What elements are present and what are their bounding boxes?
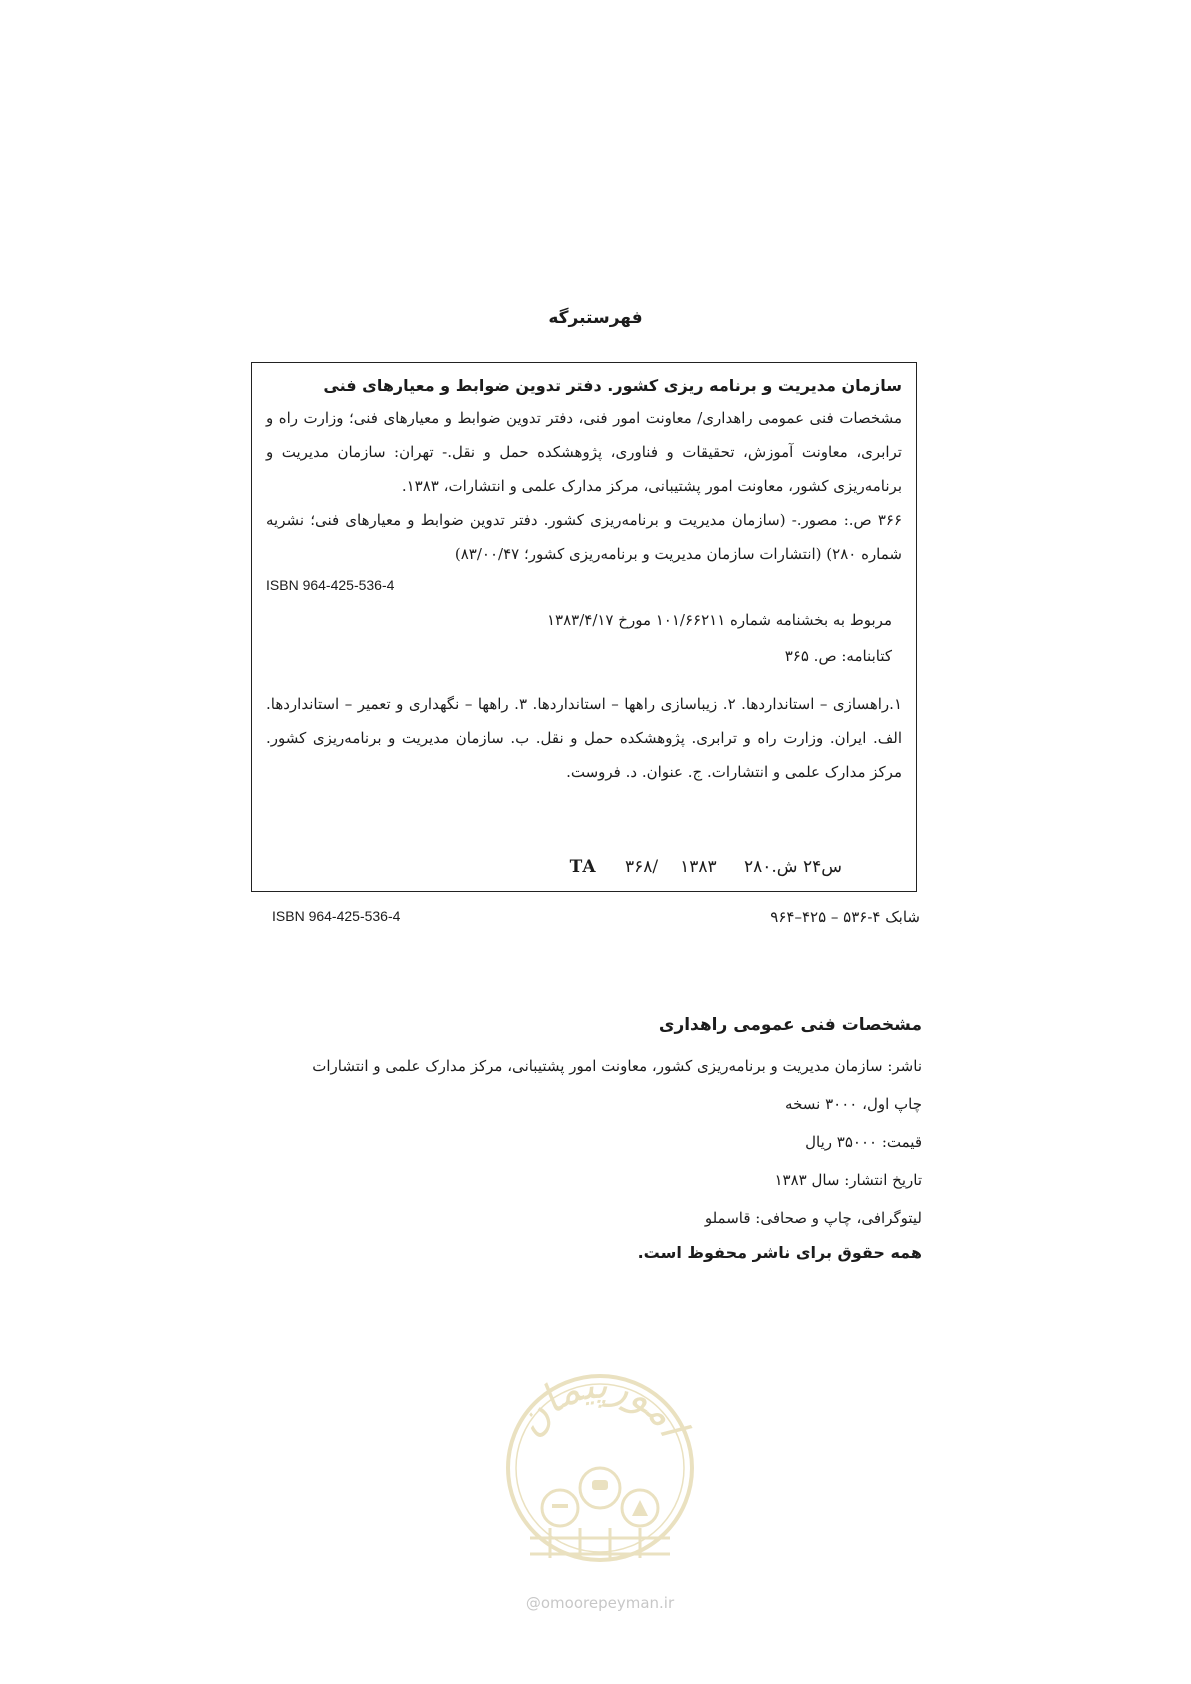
logo-seal-icon <box>490 1358 710 1588</box>
catalog-description: مشخصات فنی عمومی راهداری/ معاونت امور فنی، دفتر تدوین ضوابط و معیارهای فنی؛ وزارت راه و ترابری، معاونت آموزش، تحقیقات و فناوری، پژوهشکده حمل و نقل.- تهران: سازمان مدیریت و برنامه‌ریزی کشور، معاونت امور پشتیبانی، مرکز مدارک علمی و انتشارات، ۱۳۸۳. <box>266 409 902 495</box>
catalog-card <box>251 362 917 892</box>
catalog-bibliography: کتابنامه: ص. ۳۶۵ <box>784 647 892 665</box>
classification-series: ش.۲۸۰ <box>744 857 798 877</box>
identifier-row <box>272 908 920 932</box>
catalog-circular: مربوط به بخشنامه شماره ۱۰۱/۶۶۲۱۱ مورخ ۱۳۸۳/۴/۱۷ <box>546 611 892 629</box>
isbn-label: ISBN 964-425-536-4 <box>272 908 401 924</box>
book-price: قیمت: ۳۵۰۰۰ ریال <box>805 1133 922 1151</box>
watermark-caption: @omoorepeyman.ir <box>525 1594 675 1612</box>
classification-year: ۱۳۸۳ <box>680 857 717 877</box>
catalog-isbn: ISBN 964-425-536-4 <box>266 577 395 593</box>
watermark-logo <box>490 1358 710 1618</box>
catalog-heading: سازمان مدیریت و برنامه ریزی کشور. دفتر تدوین ضوابط و معیارهای فنی <box>323 376 902 395</box>
catalog-subjects: ۱.راهسازی – استانداردها. ۲. زیباسازی راهها – استانداردها. ۳. راهها – نگهداری و تعمیر – استانداردها. الف. ایران. وزارت راه و ترابری. پژوهشکده حمل و نقل. ب. سازمان مدیریت و برنامه‌ریزی کشور. مرکز مدارک علمی و انتشارات. ج. عنوان. د. فروست. <box>266 695 902 781</box>
logo-lettering: امورپیمان <box>505 1361 696 1445</box>
catalog-pages: ۳۶۶ ص.: مصور.- (سازمان مدیریت و برنامه‌ریزی کشور. دفتر تدوین ضوابط و معیارهای فنی؛ نشریه شماره ۲۸۰) (انتشارات سازمان مدیریت و برنامه‌ریزی کشور؛ ۸۳/۰۰/۴۷) <box>266 511 902 563</box>
book-publish-date: تاریخ انتشار: سال ۱۳۸۳ <box>774 1171 922 1189</box>
classification-number <box>548 857 842 877</box>
book-rights: همه حقوق برای ناشر محفوظ است. <box>637 1243 922 1262</box>
classification-cutter: ۳۶۸/س۲۴ <box>624 857 842 877</box>
page-title: فهرستبرگه <box>548 308 643 328</box>
book-publisher: ناشر: سازمان مدیریت و برنامه‌ریزی کشور، معاونت امور پشتیبانی، مرکز مدارک علمی و انتشارات <box>312 1057 922 1075</box>
classification-class: TA <box>569 857 597 877</box>
book-edition: چاپ اول، ۳۰۰۰ نسخه <box>785 1095 922 1113</box>
book-title: مشخصات فنی عمومی راهداری <box>658 1015 922 1035</box>
shabak-label: شابک ۴-۵۳۶ – ۴۲۵–۹۶۴ <box>770 908 920 926</box>
book-details <box>300 1007 922 1269</box>
book-printing: لیتوگرافی، چاپ و صحافی: قاسملو <box>704 1209 922 1227</box>
